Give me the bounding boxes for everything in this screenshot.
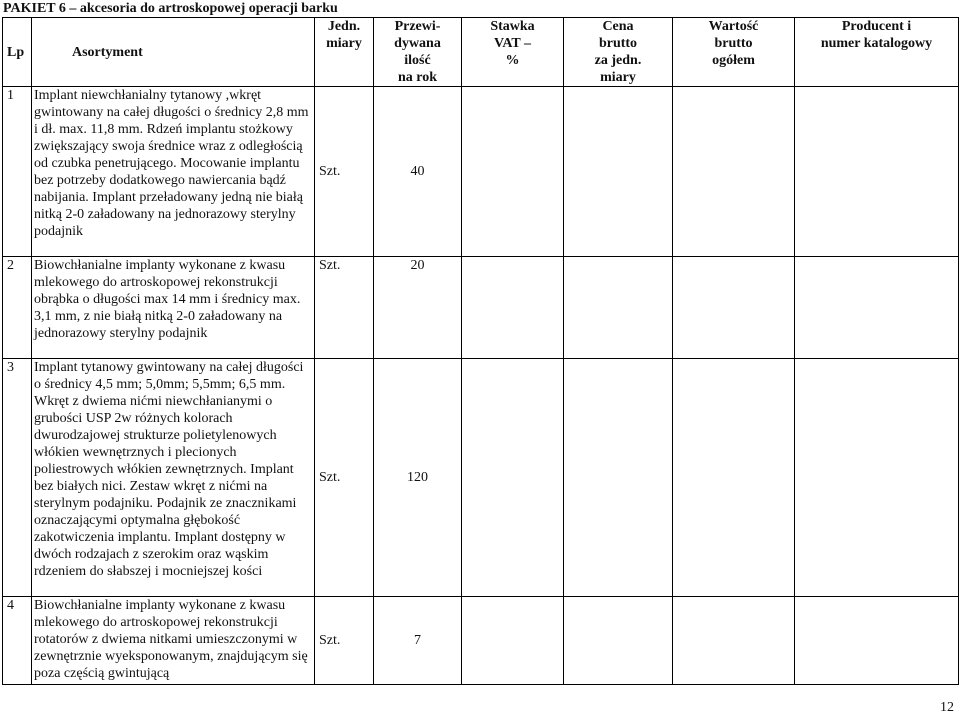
row-description: Implant tytanowy gwintowany na całej długości o średnicy 4,5 mm; 5,0mm; 5,5mm; 6,5 mm. Wkręt z dwiema nićmi niewchłanianymi o grubości USP 2w różnych kolorach dwurodzajowej strukturze polietylenowych włókien wewnętrznych i plecionych poliestrowych włókien zewnętrznych. Implant bez białych nici. Zestaw wkręt z nićmi na sterylnym podajniku. Podajnik ze znacznikami oznaczającymi optymalna głębokość zakotwiczenia implantu. Implant dostępny w dwóch rodzajach z szerokim oraz wąskim rdzeniem do słabszej i mocniejszej kości <box>32 359 315 597</box>
page-title: PAKIET 6 – akcesoria do artroskopowej operacji barku <box>3 1 338 16</box>
header-vat: Stawka VAT – % <box>462 18 564 87</box>
row-producer <box>795 257 959 359</box>
row-quantity: 40 <box>374 87 462 257</box>
row-vat <box>462 597 564 685</box>
product-table <box>2 17 959 685</box>
table-row <box>3 359 959 597</box>
header-jedn: Jedn. miary <box>315 18 374 87</box>
table-row <box>3 87 959 257</box>
row-lp: 1 <box>3 87 32 257</box>
page-number: 12 <box>940 700 954 715</box>
row-unit: Szt. <box>315 359 374 597</box>
row-value <box>673 257 795 359</box>
row-quantity: 20 <box>374 257 462 359</box>
row-price <box>564 87 673 257</box>
row-unit: Szt. <box>315 597 374 685</box>
table-row <box>3 597 959 685</box>
row-value <box>673 597 795 685</box>
table-row <box>3 257 959 359</box>
row-description: Implant niewchłanialny tytanowy ,wkręt gwintowany na całej długości o średnicy 2,8 mm i dł. max. 11,8 mm. Rdzeń implantu stożkowy zwiększający swoja średnice wraz z odległością od czubka penetrującego. Mocowanie implantu bez potrzeby dodatkowego nawiercania bądź nabijania. Implant przeładowany jedną nie białą nitką 2-0 załadowany na jednorazowy sterylny podajnik <box>32 87 315 257</box>
header-asortyment: Asortyment <box>32 18 315 87</box>
row-price <box>564 359 673 597</box>
row-lp: 2 <box>3 257 32 359</box>
row-lp: 4 <box>3 597 32 685</box>
row-lp: 3 <box>3 359 32 597</box>
row-description: Biowchłanialne implanty wykonane z kwasu mlekowego do artroskopowej rekonstrukcji rotatorów z dwiema nitkami umieszczonymi w zewnętrznie wyeksponowanym, znajdującym się poza częścią gwintującą <box>32 597 315 685</box>
row-quantity: 120 <box>374 359 462 597</box>
row-vat <box>462 257 564 359</box>
header-ilosc: Przewi- dywana ilość na rok <box>374 18 462 87</box>
row-description: Biowchłanialne implanty wykonane z kwasu mlekowego do artroskopowej rekonstrukcji obrąbka o długości max 14 mm i średnicy max. 3,1 mm, z nie białą nitką 2-0 załadowany na jednorazowy sterylny podajnik <box>32 257 315 359</box>
row-unit: Szt. <box>315 257 374 359</box>
row-value <box>673 87 795 257</box>
row-vat <box>462 87 564 257</box>
header-wartosc: Wartość brutto ogółem <box>673 18 795 87</box>
row-producer <box>795 597 959 685</box>
row-producer <box>795 87 959 257</box>
row-quantity: 7 <box>374 597 462 685</box>
header-producent: Producent i numer katalogowy <box>795 18 959 87</box>
row-unit: Szt. <box>315 87 374 257</box>
row-price <box>564 597 673 685</box>
row-price <box>564 257 673 359</box>
row-vat <box>462 359 564 597</box>
header-lp: Lp <box>3 18 32 87</box>
header-cena: Cena brutto za jedn. miary <box>564 18 673 87</box>
table-header-row <box>3 18 959 87</box>
row-producer <box>795 359 959 597</box>
row-value <box>673 359 795 597</box>
